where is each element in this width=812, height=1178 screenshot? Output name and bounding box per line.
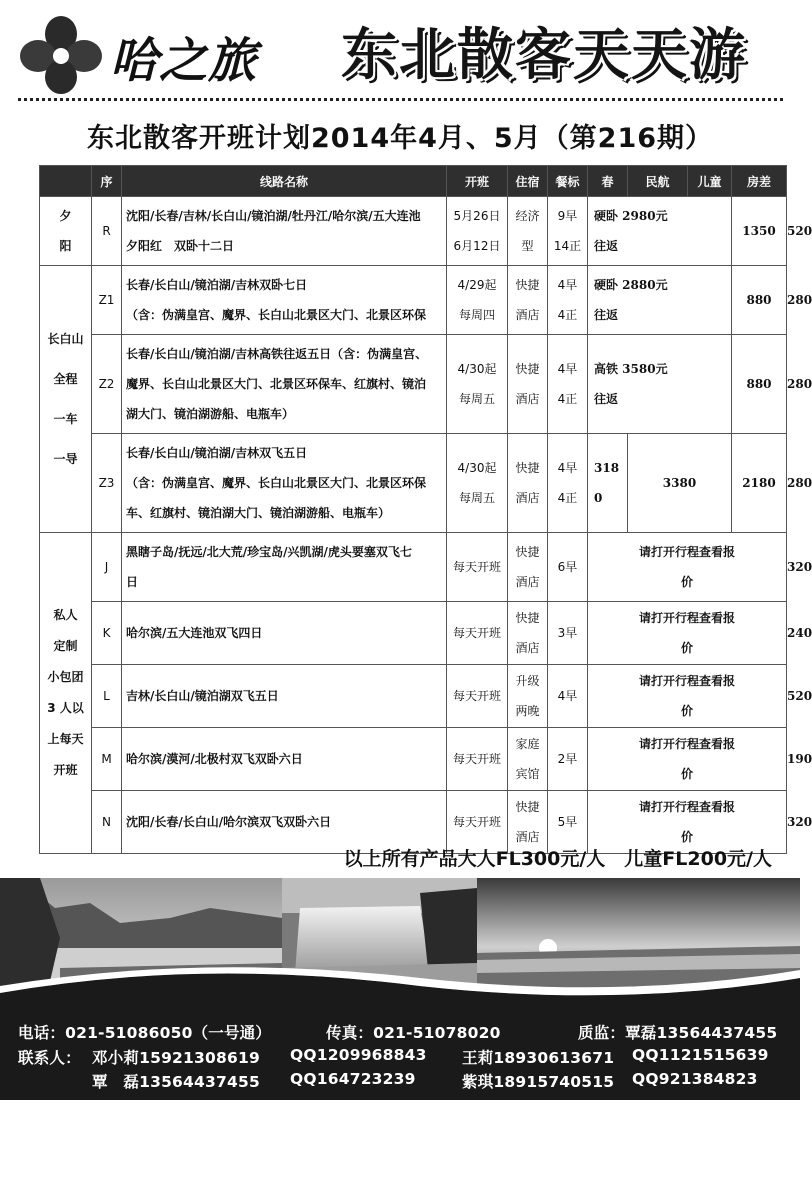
lodging-cell: 快捷 酒店 [508,434,548,533]
table-row: L 吉林/长白山/镜泊湖双飞五日 每天开班 升级 两晚 4早 请打开行程查看报 价 520 [40,665,787,728]
enquire-price: 请打开行程查看报 价 [588,728,787,791]
table-row: M 哈尔滨/漠河/北极村双飞双卧六日 每天开班 家庭 宾馆 2早 请打开行程查看报 价 190 [40,728,787,791]
enquire-price: 请打开行程查看报 价 [588,791,787,854]
header-meals: 餐标 [548,166,588,197]
schedule-cell: 每天开班 [447,791,508,854]
clover-logo-icon [18,14,104,96]
enquire-price: 请打开行程查看报 价 [588,602,787,665]
group-changbai: 长白山 全程 一车 一导 [40,266,92,533]
schedule-cell: 4/30起 每周五 [447,335,508,434]
schedule-cell: 每天开班 [447,533,508,602]
schedule-cell: 4/30起 每周五 [447,434,508,533]
row-code: M [92,728,122,791]
header-schedule: 开班 [447,166,508,197]
lodging-cell: 快捷 酒店 [508,335,548,434]
contact-phone: 邓小莉15921308619 [92,1049,260,1067]
route-name: 沈阳/长春/长白山/哈尔滨双飞双卧六日 [122,791,447,854]
footer-line-3 [18,1070,758,1178]
group-sunset: 夕 阳 [40,197,92,266]
meals-cell: 4早 4正 [548,434,588,533]
row-code: N [92,791,122,854]
route-name: 沈阳/长春/吉林/长白山/镜泊湖/牡丹江/哈尔滨/五大连池 夕阳红 双卧十二日 [122,197,447,266]
header-group [40,166,92,197]
slogan-box [300,14,788,98]
lodging-cell: 快捷 酒店 [508,602,548,665]
quality-supervisor: 质监：覃磊13564437455 [578,1024,778,1042]
contact-label: 联系人： [18,1049,81,1067]
child-price: 1350 [732,197,787,266]
contact-phone: 紫琪18915740515 [462,1073,615,1091]
table-row: Z3 长春/长白山/镜泊湖/吉林双飞五日 （含：伪满皇宫、魔界、长白山北景区大门、北景区环保 车、红旗村、镜泊湖大门、镜泊湖游船、电瓶车） 4/30起 每周五 快捷 酒店 4早 4正 318 0 3380 2180 280 [40,434,787,533]
header [0,0,800,105]
header-air: 民航 [628,166,688,197]
contact-qq: QQ921384823 [632,1070,758,1088]
route-name: 长春/长白山/镜泊湖/吉林双卧七日 （含：伪满皇宫、魔界、长白山北景区大门、北景区环保 [122,266,447,335]
schedule-cell: 每天开班 [447,728,508,791]
fare-cell: 硬卧 2980元 往返 [588,197,732,266]
table-row: 夕 阳 R 沈阳/长春/吉林/长白山/镜泊湖/牡丹江/哈尔滨/五大连池 夕阳红 双卧十二日 5月26日 6月12日 经济 型 9早 14正 硬卧 2980元 往返 1350 520 [40,197,787,266]
lodging-cell: 家庭 宾馆 [508,728,548,791]
child-price: 880 [732,335,787,434]
table-header-row [40,166,787,197]
header-room: 房差 [732,166,787,197]
row-code: Z2 [92,335,122,434]
brand-name: 哈之旅 [110,33,258,89]
scenery-photo-strip [0,878,800,1003]
table-row: Z2 长春/长白山/镜泊湖/吉林高铁往返五日（含：伪满皇宫、 魔界、长白山北景区大门、北景区环保车、红旗村、镜泊 湖大门、镜泊湖游船、电瓶车） 4/30起 每周五 快捷 酒店 4早 4正 高铁 3580元 往返 880 280 [40,335,787,434]
dotted-divider [18,98,783,101]
fare-cell: 硬卧 2880元 往返 [588,266,732,335]
child-price: 2180 [732,434,787,533]
schedule-cell: 5月26日 6月12日 [447,197,508,266]
meals-cell: 2早 [548,728,588,791]
route-name: 哈尔滨/漠河/北极村双飞双卧六日 [122,728,447,791]
row-code: K [92,602,122,665]
header-spring: 春 [588,166,628,197]
schedule-cell: 每天开班 [447,665,508,728]
fax: 传真：021-51078020 [326,1024,501,1042]
route-name: 长春/长白山/镜泊湖/吉林高铁往返五日（含：伪满皇宫、 魔界、长白山北景区大门、北景区环保车、红旗村、镜泊 湖大门、镜泊湖游船、电瓶车） [122,335,447,434]
route-name: 吉林/长白山/镜泊湖双飞五日 [122,665,447,728]
meals-cell: 5早 [548,791,588,854]
row-code: L [92,665,122,728]
enquire-price: 请打开行程查看报 价 [588,665,787,728]
table-row: 私人 定制 小包团 3 人以 上每天 开班 J 黑瞎子岛/抚远/北大荒/珍宝岛/兴凯湖/虎头要塞双飞七 日 每天开班 快捷 酒店 6早 请打开行程查看报 价 320 [40,533,787,602]
enquire-price: 请打开行程查看报 价 [588,533,787,602]
contact-qq: QQ1121515639 [632,1046,769,1064]
contact-phone: 覃 磊13564437455 [92,1073,260,1091]
contact-qq: QQ1209968843 [290,1046,427,1064]
header-lodging: 住宿 [508,166,548,197]
lodging-cell: 升级 两晚 [508,665,548,728]
spring-price: 318 0 [588,434,628,533]
row-code: Z3 [92,434,122,533]
meals-cell: 9早 14正 [548,197,588,266]
child-price: 880 [732,266,787,335]
tour-schedule-table [39,165,812,854]
meals-cell: 4早 4正 [548,266,588,335]
row-code: R [92,197,122,266]
meals-cell: 3早 [548,602,588,665]
meals-cell: 4早 4正 [548,335,588,434]
row-code: Z1 [92,266,122,335]
schedule-cell: 4/29起 每周四 [447,266,508,335]
page-title: 东北散客开班计划2014年4月、5月（第216期） [86,123,714,154]
lodging-cell: 快捷 酒店 [508,533,548,602]
table-row: 长白山 全程 一车 一导 Z1 长春/长白山/镜泊湖/吉林双卧七日 （含：伪满皇宫、魔界、长白山北景区大门、北景区环保 4/29起 每周四 快捷 酒店 4早 4正 硬卧 2880元 往返 880 280 [40,266,787,335]
air-price: 3380 [628,434,732,533]
lodging-cell: 经济 型 [508,197,548,266]
lodging-cell: 快捷 酒店 [508,791,548,854]
header-child: 儿童 [688,166,732,197]
lodging-cell: 快捷 酒店 [508,266,548,335]
schedule-cell: 每天开班 [447,602,508,665]
route-name: 黑瞎子岛/抚远/北大荒/珍宝岛/兴凯湖/虎头要塞双飞七 日 [122,533,447,602]
table-row: K 哈尔滨/五大连池双飞四日 每天开班 快捷 酒店 3早 请打开行程查看报 价 240 [40,602,787,665]
meals-cell: 6早 [548,533,588,602]
phone: 电话：021-51086050（一号通） [18,1024,272,1042]
group-private: 私人 定制 小包团 3 人以 上每天 开班 [40,533,92,854]
contact-qq: QQ164723239 [290,1070,416,1088]
meals-cell: 4早 [548,665,588,728]
contact-phone: 王莉18930613671 [462,1049,615,1067]
row-code: J [92,533,122,602]
header-route: 线路名称 [122,166,447,197]
route-name: 长春/长白山/镜泊湖/吉林双飞五日 （含：伪满皇宫、魔界、长白山北景区大门、北景区环保 车、红旗村、镜泊湖大门、镜泊湖游船、电瓶车） [122,434,447,533]
contact-footer [0,1003,800,1100]
price-note: 以上所有产品大人FL300元/人 儿童FL200元/人 [343,848,772,870]
header-seq: 序 [92,166,122,197]
fare-cell: 高铁 3580元 往返 [588,335,732,434]
table-row: N 沈阳/长春/长白山/哈尔滨双飞双卧六日 每天开班 快捷 酒店 5早 请打开行程查看报 价 320 [40,791,787,854]
slogan: 东北散客天天游 [341,23,747,88]
route-name: 哈尔滨/五大连池双飞四日 [122,602,447,665]
